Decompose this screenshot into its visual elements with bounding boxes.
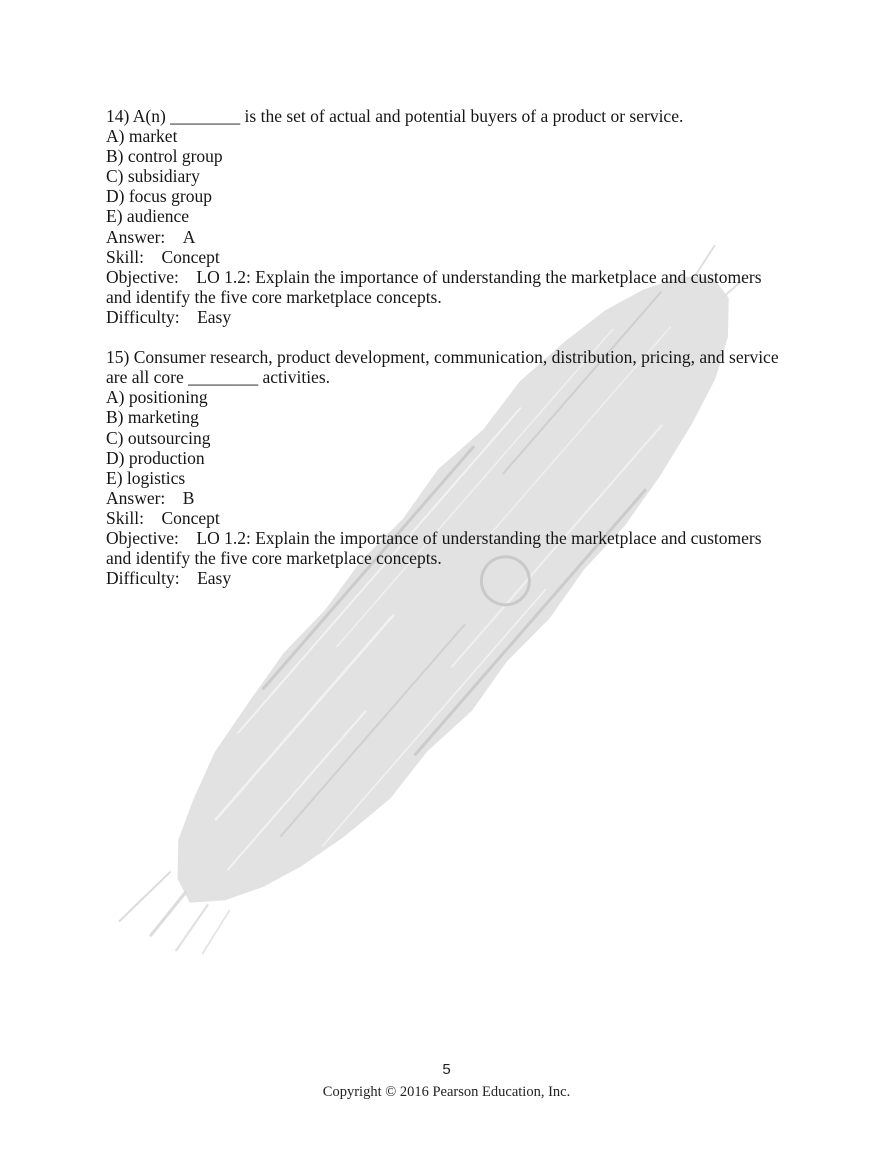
page-number: 5 <box>442 1061 451 1078</box>
answer-label: Answer: <box>106 487 166 508</box>
difficulty-row <box>106 307 784 327</box>
answer-option-c: C) outsourcing <box>106 427 211 448</box>
answer-option-e: E) audience <box>106 206 190 227</box>
objective-row <box>106 528 784 568</box>
question-list <box>106 106 784 608</box>
answer-option-c: C) subsidiary <box>106 166 200 187</box>
answer-option-d: D) production <box>106 447 205 468</box>
answer-value: B <box>182 487 195 508</box>
skill-value: Concept <box>161 246 220 267</box>
skill-label: Skill: <box>106 507 144 528</box>
skill-row <box>106 508 784 528</box>
objective-value: LO 1.2: Explain the importance of understanding the marketplace and customers and identify the five core marketplace concepts. <box>106 266 762 307</box>
answer-option-b: B) marketing <box>106 407 199 428</box>
objective-row <box>106 267 784 307</box>
answer-value: A <box>182 226 196 247</box>
question-stem: 14) A(n) ________ is the set of actual and potential buyers of a product or service. <box>106 106 684 126</box>
difficulty-value: Easy <box>197 306 232 327</box>
answer-option-d: D) focus group <box>106 186 212 207</box>
question-15 <box>106 347 784 588</box>
answer-option-a: A) positioning <box>106 387 208 408</box>
skill-label: Skill: <box>106 246 144 267</box>
answer-option-e: E) logistics <box>106 467 186 488</box>
difficulty-label: Difficulty: <box>106 568 180 589</box>
copyright-notice: Copyright © 2016 Pearson Education, Inc. <box>322 1084 571 1100</box>
answer-label: Answer: <box>106 226 166 247</box>
difficulty-value: Easy <box>197 568 232 589</box>
answer-row <box>106 227 784 247</box>
answer-option-a: A) market <box>106 126 178 147</box>
skill-row <box>106 247 784 267</box>
objective-value: LO 1.2: Explain the importance of understanding the marketplace and customers and identify the five core marketplace concepts. <box>106 527 762 569</box>
objective-label: Objective: <box>106 266 179 287</box>
answer-row <box>106 488 784 508</box>
skill-value: Concept <box>161 507 220 528</box>
difficulty-row <box>106 568 784 588</box>
objective-label: Objective: <box>106 527 179 548</box>
question-14 <box>106 106 784 327</box>
question-stem: 15) Consumer research, product development, communication, distribution, pricing, and service are all core ________ activities. <box>106 347 779 388</box>
answer-option-b: B) control group <box>106 146 223 167</box>
difficulty-label: Difficulty: <box>106 306 180 327</box>
